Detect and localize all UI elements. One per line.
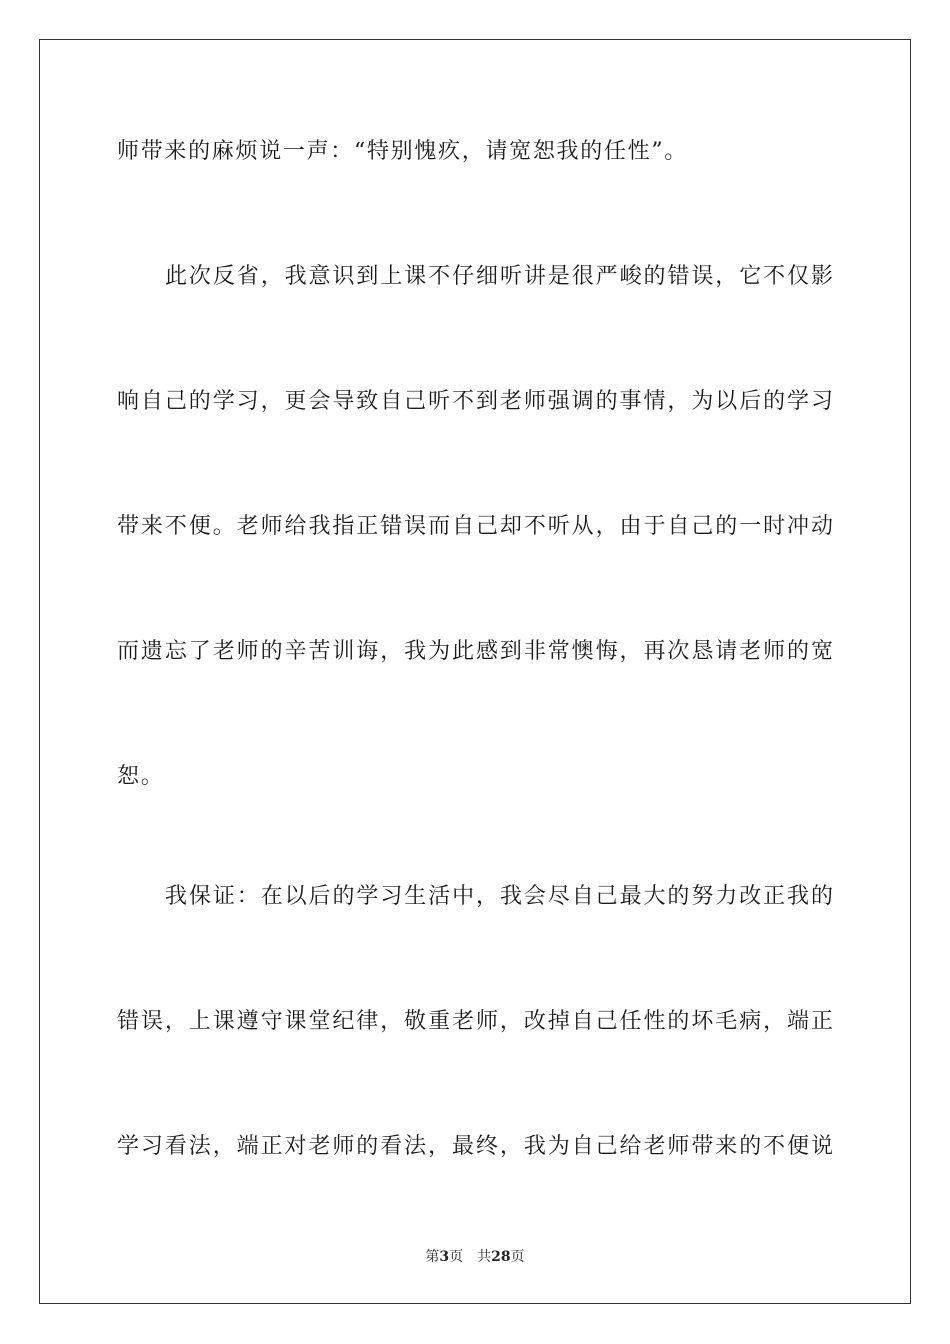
footer-page-prefix: 第 [425, 1249, 440, 1265]
footer-total-pages: 28 [491, 1249, 511, 1265]
paragraph-line-2: 此次反省，我意识到上课不仔细听讲是很严峻的错误，它不仅影 [165, 264, 833, 289]
footer-page-suffix: 页 [449, 1249, 464, 1265]
paragraph-line-7: 我保证：在以后的学习生活中，我会尽自己最大的努力改正我的 [165, 884, 833, 909]
footer-page-number: 3 [439, 1249, 450, 1265]
paragraph-line-5: 而遗忘了老师的辛苦训诲，我为此感到非常懊悔，再次恳请老师的宽 [117, 639, 833, 664]
footer-total-prefix: 共 [477, 1249, 492, 1265]
paragraph-line-4: 带来不便。老师给我指正错误而自己却不听从，由于自己的一时冲动 [117, 514, 833, 539]
page-border [39, 39, 911, 1304]
page-footer [0, 1247, 950, 1267]
footer-total-suffix: 页 [510, 1249, 525, 1265]
paragraph-line-6: 恕。 [117, 764, 165, 789]
paragraph-line-9: 学习看法，端正对老师的看法，最终，我为自己给老师带来的不便说 [117, 1134, 833, 1159]
paragraph-line-1: 师带来的麻烦说一声：“特别愧疚，请宽恕我的任性”。 [117, 139, 688, 164]
paragraph-line-8: 错误，上课遵守课堂纪律，敬重老师，改掉自己任性的坏毛病，端正 [117, 1009, 833, 1034]
paragraph-line-3: 响自己的学习，更会导致自己听不到老师强调的事情，为以后的学习 [117, 389, 833, 414]
